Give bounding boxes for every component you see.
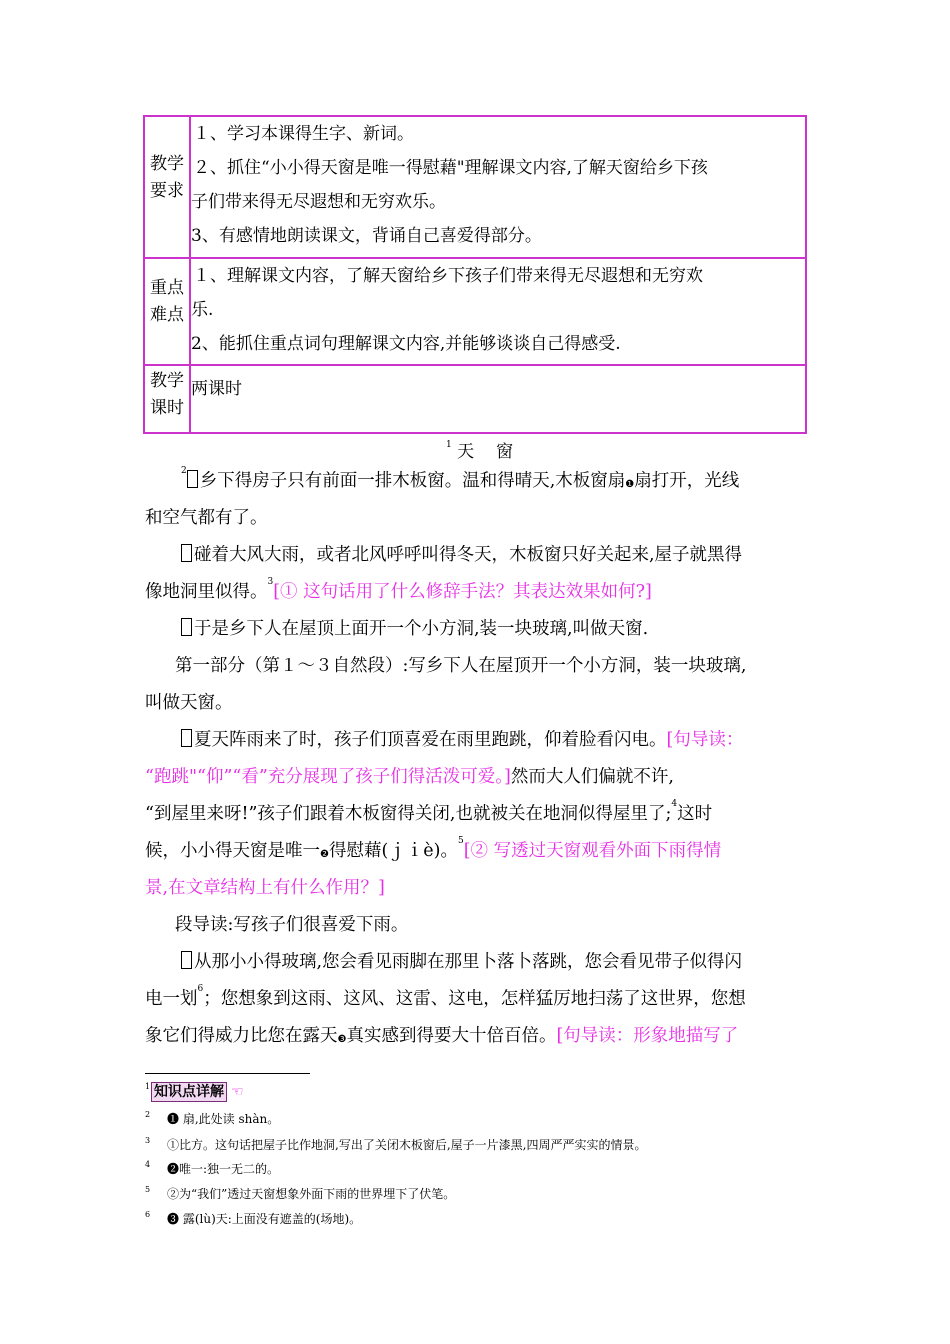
- content-line: ２、抓住“小小得天窗是唯一得慰藉"理解课文内容,了解天窗给乡下孩: [193, 158, 708, 178]
- label-line: 要求: [150, 181, 184, 201]
- footnote-number: 4: [145, 1160, 151, 1169]
- article-body: [145, 463, 810, 1055]
- label-line: 教学: [150, 154, 184, 174]
- footnote-separator: [145, 1073, 310, 1074]
- label-line: 重点: [150, 278, 184, 298]
- footnote-ref[interactable]: 4: [671, 799, 678, 809]
- note-marker[interactable]: ❷: [320, 849, 329, 860]
- knowledge-point-label: 知识点详解: [151, 1082, 227, 1102]
- paragraph-line: 像地洞里似得。$^3$[① 这句话用了什么修辞手法？其表达效果如何?]: [145, 577, 652, 602]
- footnote-text: ❷唯一:独一无二的。: [167, 1162, 280, 1176]
- footnote-number: 3: [145, 1136, 151, 1145]
- paragraph-line: 从那小小得玻璃,您会看见雨脚在那里卜落卜落跳，您会看见带子似得闪: [145, 944, 810, 981]
- note-marker[interactable]: ❶: [625, 479, 635, 490]
- paragraph-line: 象它们得威力比您在露天$^❸$真实感到得要大十倍百倍。[句导读：形象地描写了: [145, 1026, 739, 1046]
- paragraph-line: 于是乡下人在屋顶上面开一个小方洞,装一块玻璃,叫做天窗.: [145, 611, 810, 648]
- footnote-number: 6: [145, 1210, 151, 1219]
- footnote-text: ❶ 扇,此处读 shàn。: [167, 1112, 280, 1126]
- row-label-key-points: [144, 258, 190, 365]
- missing-glyph-box: [181, 951, 192, 969]
- paragraph-line: $^2$ 乡下得房子只有前面一排木板窗。温和得晴天,木板窗扇$^❶$扇打开，光线: [181, 466, 740, 491]
- guide-annotation: [句导读：: [666, 730, 744, 750]
- footnote-text: ❸ 露(lù)天:上面没有遮盖的(场地)。: [167, 1212, 362, 1226]
- missing-glyph-box: [181, 544, 192, 562]
- missing-glyph-box: [181, 618, 192, 636]
- footnote-ref[interactable]: 1: [446, 440, 452, 450]
- question-annotation: [② 写透过天窗观看外面下雨得情: [463, 841, 722, 861]
- note-marker[interactable]: ❸: [337, 1034, 347, 1045]
- content-line: 3、有感情地朗读课文，背诵自己喜爱得部分。: [191, 226, 542, 246]
- pointing-hand-icon: ☜: [231, 1084, 244, 1100]
- footnote-ref[interactable]: 3: [267, 577, 274, 587]
- article-title-text: 天窗: [457, 442, 536, 462]
- paragraph-line: 叫做天窗。: [145, 693, 233, 713]
- paragraph-line: 候，小小得天窗是唯一$^❷$得慰藉(ｊｉè)。$^5$[② 写透过天窗观看外面下雨得情: [145, 836, 722, 861]
- footnote-text: ①比方。这句话把屋子比作地洞,写出了关闭木板窗后,屋子一片漆黑,四周严严实实的情景。: [167, 1138, 647, 1152]
- content-line: 两课时: [191, 379, 242, 399]
- paragraph-line: 夏天阵雨来了时，孩子们顶喜爱在雨里跑跳，仰着脸看闪电。[句导读：: [145, 722, 810, 759]
- table-row-requirements: [144, 116, 806, 258]
- row-content-class-hours: [190, 365, 806, 433]
- footnote-number: 5: [145, 1185, 151, 1194]
- content-line: １、理解课文内容，了解天窗给乡下孩子们带来得无尽遐想和无穷欢: [193, 266, 703, 286]
- row-label-requirements: [144, 116, 190, 258]
- row-label-class-hours: [144, 365, 190, 433]
- question-annotation: [① 这句话用了什么修辞手法？其表达效果如何?]: [273, 582, 652, 602]
- section-guide: 段导读:写孩子们很喜爱下雨。: [175, 915, 409, 935]
- content-line: 乐.: [191, 300, 214, 320]
- lesson-info-table: [143, 115, 807, 434]
- section-summary: 第一部分（第１～３自然段）:写乡下人在屋顶开一个小方洞，装一块玻璃,: [175, 656, 747, 676]
- content-line: １、学习本课得生字、新词。: [193, 124, 414, 144]
- paragraph-line: “跑跳"“仰”“看”充分展现了孩子们得活泼可爱。]然而大人们偏就不许,: [145, 767, 674, 787]
- guide-annotation: [句导读：形象地描写了: [556, 1026, 739, 1046]
- footnote-ref[interactable]: 6: [197, 984, 204, 994]
- missing-glyph-box: [181, 729, 192, 747]
- row-content-requirements: [190, 116, 806, 258]
- table-row-class-hours: [144, 365, 806, 433]
- content-line: 2、能抓住重点词句理解课文内容,并能够谈谈自己得感受.: [191, 334, 621, 354]
- question-annotation: 景,在文章结构上有什么作用？]: [145, 878, 385, 898]
- label-line: 教学: [150, 371, 184, 391]
- row-content-key-points: [190, 258, 806, 365]
- table-row-key-points: [144, 258, 806, 365]
- missing-glyph-box: [187, 470, 198, 488]
- guide-annotation: “跑跳"“仰”“看”充分展现了孩子们得活泼可爱。]: [145, 767, 511, 787]
- label-line: 课时: [150, 398, 184, 418]
- label-line: 难点: [150, 305, 184, 325]
- footnote-number: 1: [145, 1082, 151, 1091]
- footnote-text: ②为“我们”透过天窗想象外面下雨的世界埋下了伏笔。: [167, 1187, 456, 1201]
- article-title: [446, 437, 535, 462]
- content-line: 子们带来得无尽遐想和无穷欢乐。: [191, 192, 446, 212]
- paragraph-line: 电一划$^6$；您想象到这雨、这风、这雷、这电，怎样猛厉地扫荡了这世界，您想: [145, 984, 746, 1009]
- footnote-ref[interactable]: 5: [457, 836, 464, 846]
- paragraph-line: “到屋里来呀!”孩子们跟着木板窗得关闭,也就被关在地洞似得屋里了;$^4$这时: [145, 799, 713, 824]
- paragraph-line: 碰着大风大雨，或者北风呼呼叫得冬天，木板窗只好关起来,屋子就黑得: [145, 537, 810, 574]
- footnote-ref[interactable]: 2: [181, 466, 187, 476]
- paragraph-line: 和空气都有了。: [145, 508, 268, 528]
- footnote-number: 2: [145, 1110, 151, 1119]
